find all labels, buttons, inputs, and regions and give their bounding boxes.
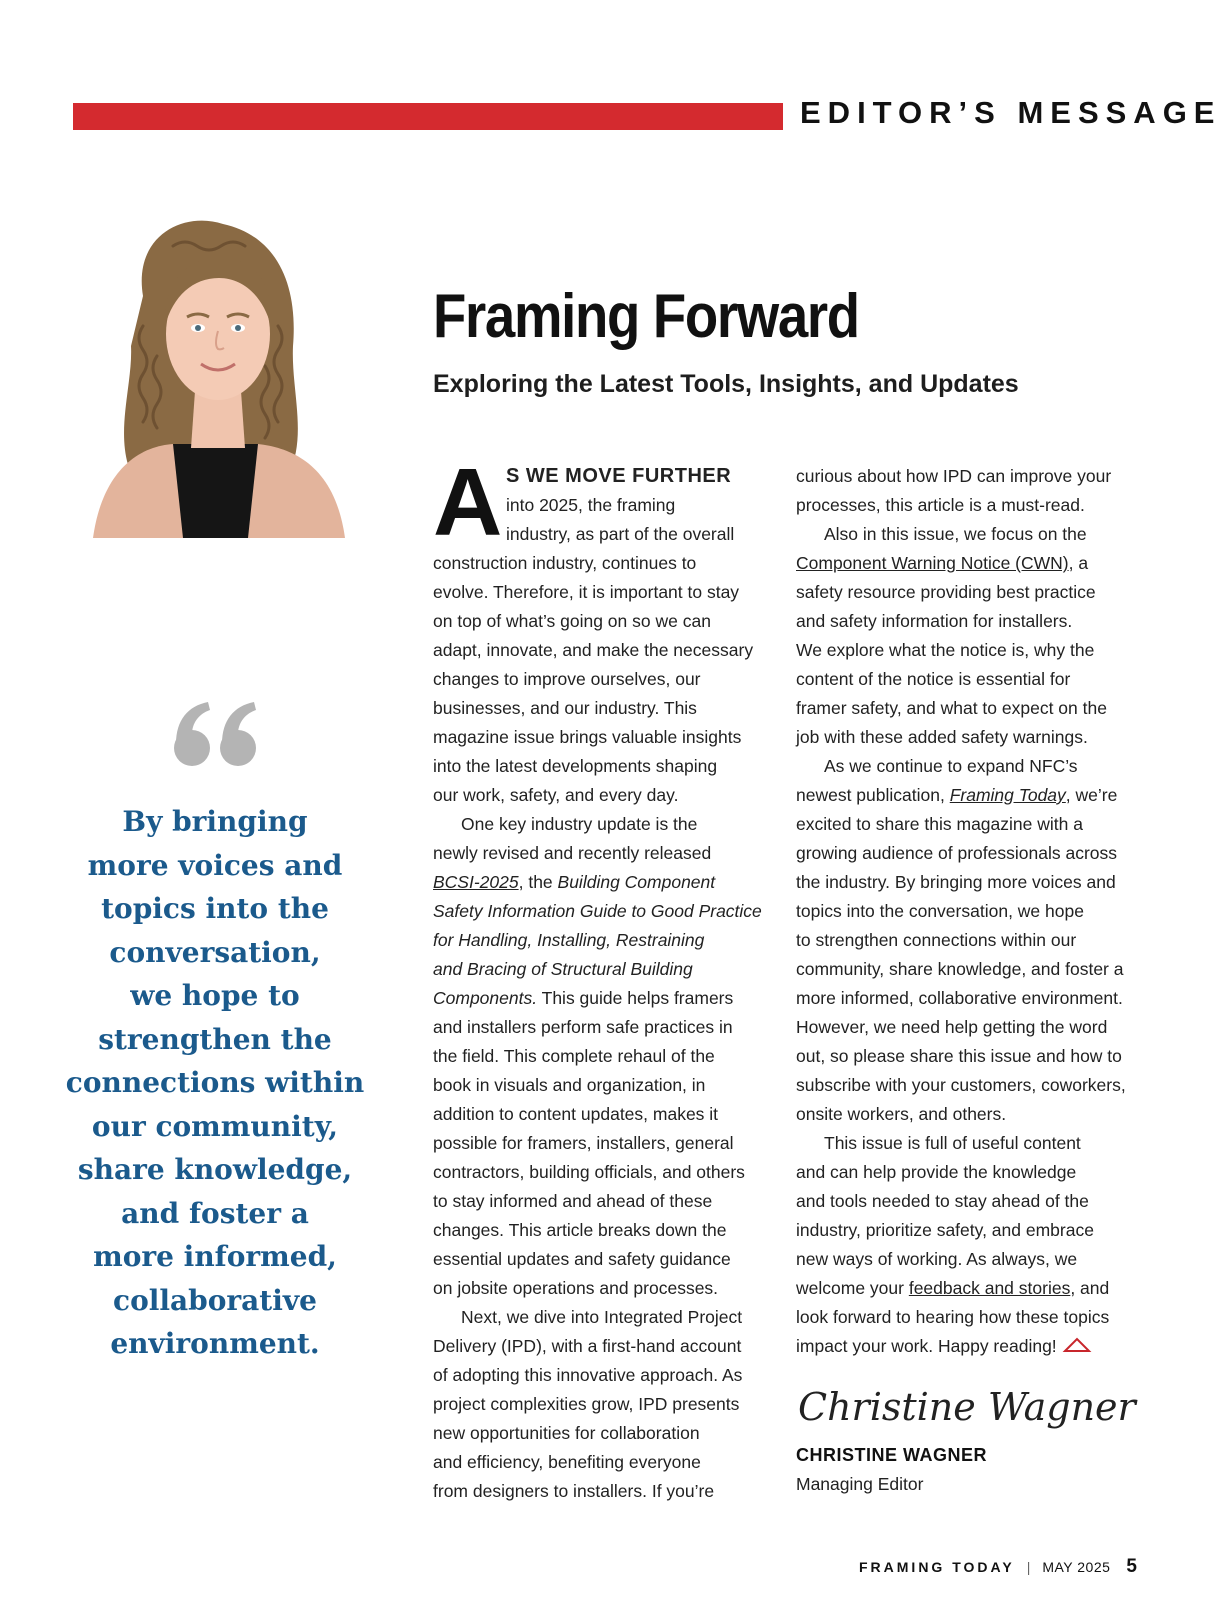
- body-line: and safety information for installers.: [796, 611, 1073, 631]
- pull-quote-line: collaborative: [113, 1283, 317, 1317]
- body-line: curious about how IPD can improve your: [796, 466, 1112, 486]
- body-line: adapt, innovate, and make the necessary: [433, 640, 754, 660]
- signature-image: [796, 1378, 1136, 1440]
- body-line: Component Warning Notice (CWN), a: [796, 553, 1089, 573]
- body-line: book in visuals and organization, in: [433, 1075, 706, 1095]
- body-line: BCSI-2025, the Building Component: [433, 872, 716, 892]
- page-number: 5: [1126, 1556, 1137, 1577]
- footer-publication: FRAMING TODAY: [859, 1559, 1015, 1575]
- body-line: This issue is full of useful content: [824, 1133, 1081, 1153]
- body-line: more informed, collaborative environment.: [796, 988, 1123, 1008]
- pull-quote: [60, 800, 370, 1366]
- feedback-link[interactable]: feedback and stories: [908, 1278, 1071, 1298]
- body-line: out, so please share this issue and how to: [796, 1046, 1122, 1066]
- framing-today-link[interactable]: Framing Today: [949, 785, 1066, 805]
- editor-name: CHRISTINE WAGNER: [796, 1445, 988, 1465]
- body-line: new opportunities for collaboration: [433, 1423, 700, 1443]
- pull-quote-line: share knowledge,: [77, 1153, 353, 1186]
- body-line: changes. This article breaks down the: [433, 1220, 727, 1240]
- body-line: new ways of working. As always, we: [796, 1249, 1078, 1269]
- body-column-2: [796, 462, 1141, 1361]
- body-line: look forward to hearing how these topics: [796, 1307, 1110, 1327]
- body-line: possible for framers, installers, general: [433, 1133, 734, 1153]
- body-line: excited to share this magazine with a: [796, 814, 1083, 834]
- body-line: Next, we dive into Integrated Project: [461, 1307, 743, 1327]
- footer-separator: |: [1026, 1559, 1031, 1575]
- pull-quote-line: environment.: [110, 1327, 320, 1360]
- body-line: and Bracing of Structural Building: [433, 959, 693, 979]
- body-line: community, share knowledge, and foster a: [796, 959, 1124, 979]
- pull-quote-line: more informed,: [93, 1240, 337, 1273]
- body-line: our work, safety, and every day.: [433, 785, 679, 805]
- body-line: to stay informed and ahead of these: [433, 1191, 713, 1211]
- body-line: Also in this issue, we focus on the: [824, 524, 1087, 544]
- signature-text: Christine Wagner: [798, 1385, 1136, 1429]
- body-line: S WE MOVE FURTHER: [506, 465, 732, 487]
- body-line: We explore what the notice is, why the: [796, 640, 1095, 660]
- body-line: One key industry update is the: [461, 814, 698, 834]
- body-line: Delivery (IPD), with a first-hand account: [433, 1336, 742, 1356]
- section-label: EDITOR’S MESSAGE: [800, 95, 1222, 130]
- footer-date: MAY 2025: [1042, 1559, 1111, 1575]
- body-line: topics into the conversation, we hope: [796, 901, 1084, 921]
- body-line: and efficiency, benefiting everyone: [433, 1452, 701, 1472]
- body-column-1: [433, 462, 778, 1506]
- body-line: essential updates and safety guidance: [433, 1249, 731, 1269]
- pull-quote-line: and foster a: [121, 1196, 309, 1230]
- body-line: As we continue to expand NFC’s: [824, 756, 1078, 776]
- body-line: content of the notice is essential for: [796, 669, 1071, 689]
- body-line: However, we need help getting the word: [796, 1017, 1108, 1037]
- body-line: on top of what’s going on so we can: [433, 611, 711, 631]
- pull-quote-line: By bringing: [122, 805, 308, 838]
- body-line: impact your work. Happy reading!: [796, 1332, 1141, 1361]
- header-accent-bar: [73, 103, 783, 130]
- body-line: addition to content updates, makes it: [433, 1104, 719, 1124]
- body-line: newly revised and recently released: [433, 843, 712, 863]
- cwn-link[interactable]: Component Warning Notice (CWN): [796, 553, 1069, 573]
- body-line: and can help provide the knowledge: [796, 1162, 1077, 1182]
- body-line: industry, prioritize safety, and embrace: [796, 1220, 1094, 1240]
- pull-quote-line: topics into the: [101, 892, 329, 925]
- body-line: magazine issue brings valuable insights: [433, 727, 742, 747]
- pull-quote-line: we hope to: [130, 979, 300, 1012]
- body-line: subscribe with your customers, coworkers,: [796, 1075, 1126, 1095]
- body-line: framer safety, and what to expect on the: [796, 698, 1107, 718]
- body-line: industry, as part of the overall: [506, 524, 735, 544]
- editor-role: Managing Editor: [796, 1474, 924, 1494]
- body-line: Safety Information Guide to Good Practice: [433, 901, 762, 921]
- pull-quote-line: conversation,: [109, 935, 321, 969]
- drop-cap: A: [433, 449, 503, 556]
- body-line: and tools needed to stay ahead of the: [796, 1191, 1089, 1211]
- body-line: on jobsite operations and processes.: [433, 1278, 719, 1298]
- body-line: for Handling, Installing, Restraining: [433, 930, 705, 950]
- body-line: businesses, and our industry. This: [433, 698, 697, 718]
- body-line: job with these added safety warnings.: [796, 727, 1088, 747]
- pull-quote-line: strengthen the: [98, 1022, 332, 1056]
- body-line: Components. This guide helps framers: [433, 988, 734, 1008]
- quote-mark-icon: [170, 700, 265, 770]
- editor-portrait-photo: [73, 216, 360, 538]
- body-line: contractors, building officials, and others: [433, 1162, 745, 1182]
- body-line: to strengthen connections within our: [796, 930, 1077, 950]
- end-mark-triangle-icon: [1063, 1333, 1091, 1362]
- article-subtitle: Exploring the Latest Tools, Insights, and Updates: [433, 370, 1019, 398]
- body-line: construction industry, continues to: [433, 553, 697, 573]
- body-line: welcome your feedback and stories, and: [796, 1278, 1110, 1298]
- body-line: safety resource providing best practice: [796, 582, 1096, 602]
- body-line: the field. This complete rehaul of the: [433, 1046, 715, 1066]
- body-line: into the latest developments shaping: [433, 756, 718, 776]
- bcsi-2025-link[interactable]: BCSI-2025: [433, 872, 519, 892]
- body-line: of adopting this innovative approach. As: [433, 1365, 743, 1385]
- body-line: the industry. By bringing more voices and: [796, 872, 1116, 892]
- article-title: Framing Forward: [433, 282, 859, 351]
- body-line: from designers to installers. If you’re: [433, 1481, 715, 1501]
- body-line: and installers perform safe practices in: [433, 1017, 733, 1037]
- body-line: onsite workers, and others.: [796, 1104, 1007, 1124]
- body-line: into 2025, the framing: [506, 495, 676, 515]
- body-line: newest publication, Framing Today, we’re: [796, 785, 1118, 805]
- pull-quote-line: connections within: [65, 1066, 365, 1099]
- pull-quote-line: our community,: [91, 1109, 339, 1143]
- body-line: growing audience of professionals across: [796, 843, 1118, 863]
- body-line: evolve. Therefore, it is important to stay: [433, 582, 740, 602]
- page-footer: [859, 1556, 1137, 1578]
- body-line: project complexities grow, IPD presents: [433, 1394, 740, 1414]
- pull-quote-line: more voices and: [87, 848, 343, 882]
- body-line: processes, this article is a must-read.: [796, 495, 1085, 515]
- body-line: changes to improve ourselves, our: [433, 669, 701, 689]
